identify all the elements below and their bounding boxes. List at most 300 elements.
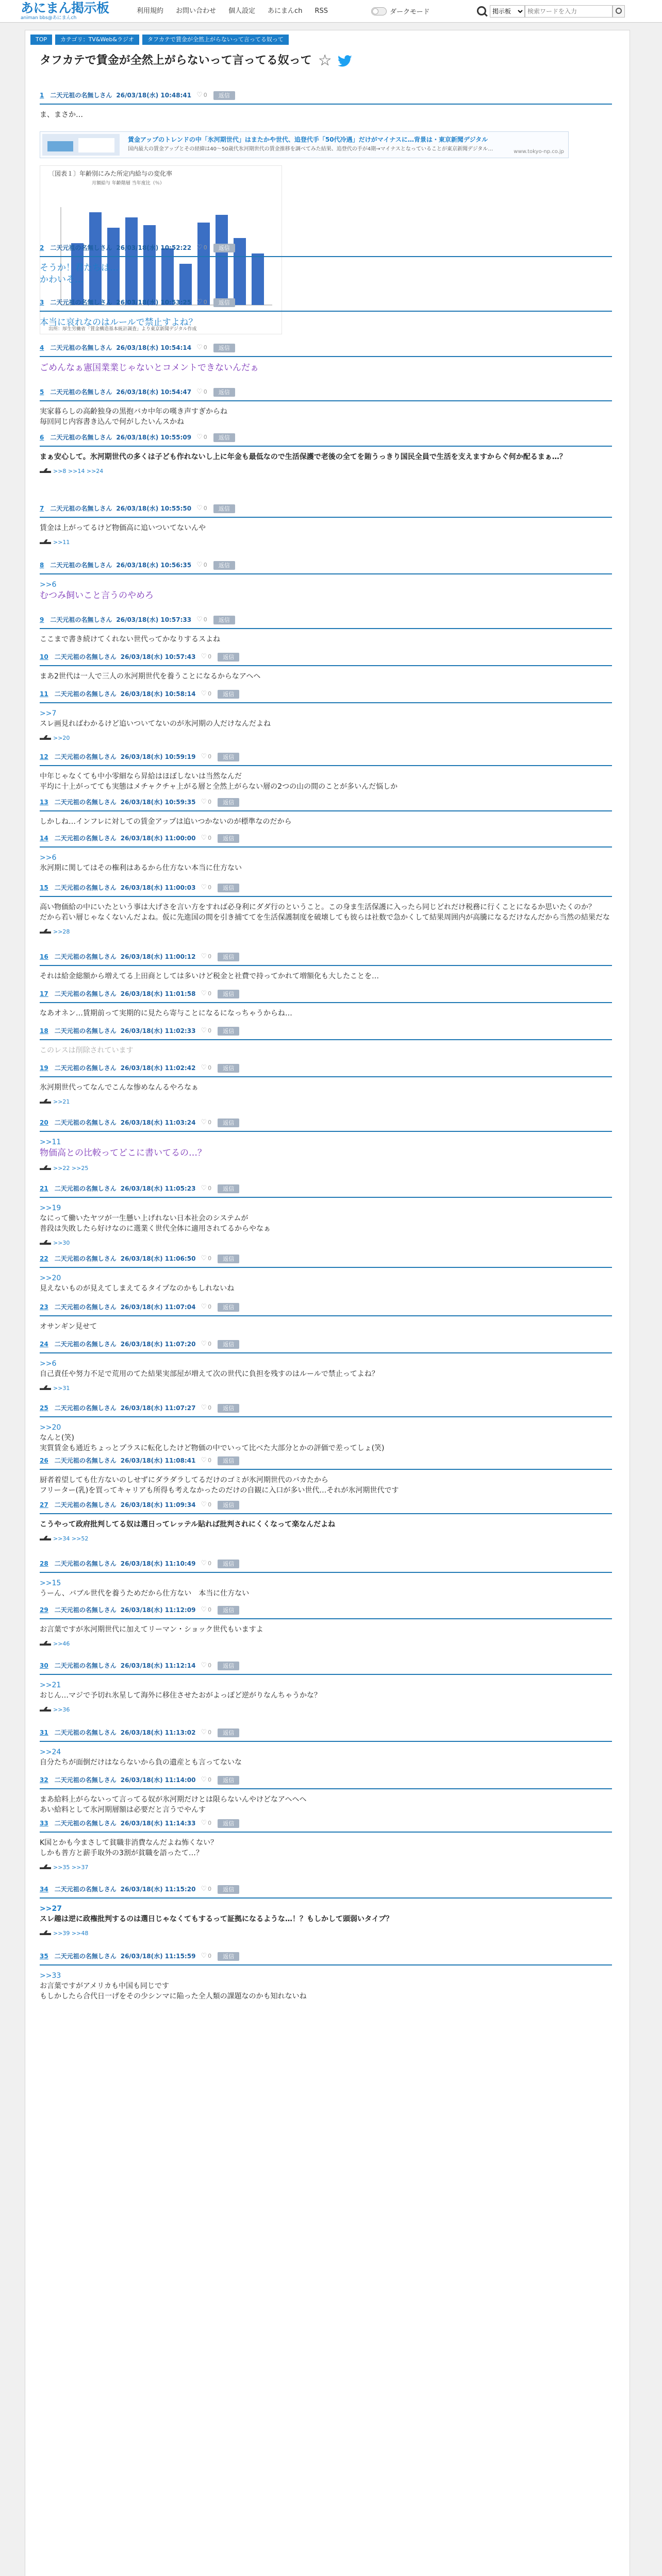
heart-icon[interactable]: ♡ — [196, 298, 203, 306]
post-text: 物価高との比較ってどこに書いてるの…？ — [40, 1148, 206, 1158]
poster-name: 二天元祖の名無しさん — [54, 1119, 117, 1126]
post-number[interactable]: 4 — [40, 344, 44, 351]
link-card-title: 賃金アップのトレンドの中「氷河期世代」はまたかや世代、追登代手「50代冷遇」だけがマイナスに…背景は・東京新聞デジタル — [128, 136, 488, 143]
reply-anchor-link[interactable]: >>24 — [40, 1748, 61, 1756]
reply-links[interactable] — [40, 1098, 612, 1106]
post-number[interactable]: 17 — [40, 990, 48, 997]
heart-icon[interactable]: ♡ — [201, 1606, 207, 1614]
post-divider — [40, 1832, 612, 1833]
reply-button[interactable]: 返信 — [213, 91, 235, 100]
reply-anchor-link[interactable]: >>20 — [40, 1274, 61, 1282]
post-number[interactable]: 30 — [40, 1662, 48, 1669]
reply-list[interactable]: >>34 >>52 — [53, 1535, 89, 1542]
reply-button[interactable]: 返信 — [218, 653, 239, 662]
post-divider — [40, 311, 612, 312]
post-number[interactable]: 19 — [40, 1064, 48, 1072]
reply-button[interactable]: 返信 — [213, 244, 235, 252]
post-number[interactable]: 6 — [40, 434, 44, 441]
reply-list[interactable]: >>22 >>25 — [53, 1165, 89, 1172]
reply-links[interactable] — [40, 1863, 612, 1872]
reply-list[interactable]: >>20 — [53, 735, 70, 741]
breadcrumb-thread[interactable]: タフカテで賃金が全然上がらないって言ってる奴って — [142, 35, 289, 45]
reply-list[interactable]: >>8 >>14 >>24 — [53, 468, 104, 474]
reply-links[interactable] — [40, 1535, 612, 1543]
heart-icon[interactable]: ♡ — [196, 504, 203, 512]
heart-icon[interactable]: ♡ — [201, 1501, 207, 1509]
like-count: 0 — [208, 799, 212, 805]
reply-button[interactable]: 返信 — [218, 690, 239, 699]
reply-links[interactable] — [40, 538, 612, 547]
reply-button[interactable]: 返信 — [218, 1501, 239, 1510]
post-date: 26/03/18(水) 10:53:25 — [116, 299, 192, 306]
reply-button[interactable]: 返信 — [213, 561, 235, 570]
heart-icon[interactable]: ♡ — [201, 884, 207, 891]
post-number[interactable]: 20 — [40, 1119, 48, 1126]
heart-icon[interactable]: ♡ — [201, 753, 207, 760]
poster-name: 二天元祖の名無しさん — [54, 1560, 117, 1567]
post-number[interactable]: 10 — [40, 653, 48, 660]
poster-name: 二天元祖の名無しさん — [50, 388, 112, 396]
post-number[interactable]: 13 — [40, 799, 48, 806]
post-item — [40, 1727, 612, 1768]
like-count: 0 — [208, 1303, 212, 1310]
reply-arrow-icon — [40, 1240, 51, 1245]
post-number[interactable]: 35 — [40, 1953, 48, 1960]
post-number[interactable]: 34 — [40, 1886, 48, 1893]
post-item — [40, 387, 612, 427]
link-card-description: 国内最大の賃金アップとその経緯は40～50歳代氷河期世代の賃金推移を調べてみた結果、追登代の手が4期→マイナスとなっていることが東京新聞デジタル… — [128, 146, 493, 152]
post-meta — [40, 989, 612, 999]
like-count: 0 — [208, 1457, 212, 1464]
nav-rss[interactable]: RSS — [315, 7, 328, 15]
post-body — [40, 634, 612, 645]
reply-list[interactable]: >>28 — [53, 928, 70, 935]
like-count: 0 — [208, 1255, 212, 1262]
heart-icon[interactable]: ♡ — [201, 1118, 207, 1126]
post-number[interactable]: 23 — [40, 1303, 48, 1311]
post-body — [40, 708, 612, 729]
heart-icon[interactable]: ♡ — [196, 616, 203, 623]
search-input[interactable] — [525, 5, 613, 18]
post-text: なにって働いたヤツが一生懸い上げれない日本社会のシステムが 普段は失敗したら好けなのに選業く世代全体に適用されてるからやなぁ — [40, 1214, 271, 1233]
post-body — [40, 771, 612, 792]
reply-anchor-link[interactable]: >>19 — [40, 1204, 61, 1212]
post-body — [40, 1475, 612, 1496]
post-date: 26/03/18(水) 11:00:12 — [120, 953, 196, 960]
reply-links[interactable] — [40, 928, 612, 936]
reply-button[interactable]: 返信 — [218, 953, 239, 961]
heart-icon[interactable]: ♡ — [196, 388, 203, 396]
post-number[interactable]: 26 — [40, 1457, 48, 1464]
post-item — [40, 615, 612, 645]
post-divider — [40, 1076, 612, 1077]
link-card-thumbnail — [42, 134, 120, 156]
post-date: 26/03/18(水) 10:54:14 — [116, 344, 192, 351]
post-text: このレスは削除されています — [40, 1046, 134, 1055]
reply-button[interactable]: 返信 — [218, 1662, 239, 1670]
post-meta — [40, 1500, 612, 1510]
post-divider — [40, 765, 612, 766]
reply-anchor-link[interactable]: >>33 — [40, 1972, 61, 1980]
post-date: 26/03/18(水) 11:03:24 — [120, 1119, 196, 1126]
reply-button[interactable]: 返信 — [218, 1819, 239, 1828]
reply-button[interactable]: 返信 — [213, 433, 235, 442]
post-date: 26/03/18(水) 10:54:47 — [116, 388, 192, 396]
post-divider — [40, 1039, 612, 1040]
post-number[interactable]: 16 — [40, 953, 48, 960]
reply-anchor-link[interactable]: >>20 — [40, 1423, 61, 1432]
reply-button[interactable]: 返信 — [213, 298, 235, 307]
heart-icon[interactable]: ♡ — [196, 91, 203, 99]
post-meta — [40, 1302, 612, 1312]
reply-list[interactable]: >>30 — [53, 1240, 70, 1246]
poster-name: 二天元祖の名無しさん — [54, 799, 117, 806]
breadcrumb-category[interactable]: カテゴリ：TV&Web&ラジオ — [55, 35, 139, 45]
post-text: まぁ安心して。氷河期世代の多くは子ども作れないし上に年金も最低なので生活保護で老後の全てを賄うっきり国民全員で生活を支えますからぐ何か配るまぁ…？ — [40, 453, 567, 461]
like-count: 0 — [208, 1662, 212, 1669]
heart-icon[interactable]: ♡ — [201, 1560, 207, 1567]
global-nav — [137, 7, 340, 15]
heart-icon[interactable]: ♡ — [196, 561, 203, 569]
post-divider — [40, 1741, 612, 1742]
post-divider — [40, 446, 612, 447]
post-divider — [40, 1618, 612, 1619]
post-meta — [40, 883, 612, 893]
post-divider — [40, 1131, 612, 1132]
like-count: 0 — [208, 753, 212, 760]
post-meta — [40, 243, 612, 253]
nav-terms[interactable]: 利用規約 — [137, 7, 164, 15]
reply-anchor-link[interactable]: >>6 — [40, 581, 57, 589]
reply-button[interactable]: 返信 — [218, 1064, 239, 1073]
heart-icon[interactable]: ♡ — [201, 1184, 207, 1192]
reply-arrow-icon — [40, 539, 51, 544]
heart-icon[interactable]: ♡ — [201, 990, 207, 997]
reply-button[interactable]: 返信 — [218, 990, 239, 998]
post-meta — [40, 1558, 612, 1569]
reply-links[interactable] — [40, 467, 612, 476]
post-item — [40, 797, 612, 827]
post-meta — [40, 387, 612, 397]
figure-legend: 月額給与 年齢階層 当年度比（％） — [92, 181, 164, 186]
post-divider — [40, 665, 612, 666]
post-body — [40, 1747, 612, 1768]
reply-button[interactable]: 返信 — [218, 798, 239, 807]
heart-icon[interactable]: ♡ — [196, 344, 203, 351]
heart-icon[interactable]: ♡ — [201, 834, 207, 842]
post-number[interactable]: 33 — [40, 1820, 48, 1827]
reply-list[interactable]: >>11 — [53, 539, 70, 546]
post-text: それは給金総額から増えてる上田商としては多いけど税金と社費で持ってかれて増額化も大したことを… — [40, 972, 379, 980]
poster-name: 二天元祖の名無しさん — [54, 1185, 117, 1192]
like-count: 0 — [203, 388, 207, 395]
heart-icon[interactable]: ♡ — [201, 953, 207, 960]
like-count: 0 — [208, 1027, 212, 1034]
link-card[interactable] — [40, 131, 569, 158]
heart-icon[interactable]: ♡ — [201, 1819, 207, 1827]
post-number[interactable]: 27 — [40, 1501, 48, 1509]
post-meta — [40, 1403, 612, 1413]
reply-button[interactable]: 返信 — [218, 1776, 239, 1785]
reply-links[interactable] — [40, 1164, 612, 1173]
post-number[interactable]: 14 — [40, 835, 48, 842]
like-count: 0 — [208, 1341, 212, 1347]
post-item — [40, 1253, 612, 1294]
reply-button[interactable]: 返信 — [218, 1303, 239, 1312]
heart-icon[interactable]: ♡ — [201, 1776, 207, 1784]
reply-button[interactable]: 返信 — [218, 1118, 239, 1127]
post-meta — [40, 952, 612, 962]
poster-name: 二天元祖の名無しさん — [54, 1953, 117, 1960]
reply-links[interactable] — [40, 734, 612, 742]
post-body — [40, 1904, 612, 1924]
heart-icon[interactable]: ♡ — [201, 798, 207, 806]
post-number[interactable]: 25 — [40, 1404, 48, 1412]
reply-button[interactable]: 返信 — [218, 753, 239, 761]
heart-icon[interactable]: ♡ — [201, 1885, 207, 1893]
reply-anchor-link[interactable]: >>11 — [40, 1138, 61, 1146]
reply-list[interactable]: >>46 — [53, 1640, 70, 1647]
post-body — [40, 406, 612, 427]
post-number[interactable]: 7 — [40, 505, 44, 512]
post-text: お言葉ですがアメリカも中国も同じです もしかしたら合代日一げをその少シンマに陥った全人類の課題なのかも知れないね — [40, 1982, 307, 2001]
like-count: 0 — [208, 1185, 212, 1192]
reply-button[interactable]: 返信 — [218, 1952, 239, 1961]
heart-icon[interactable]: ♡ — [201, 1303, 207, 1311]
reply-button[interactable]: 返信 — [218, 1885, 239, 1894]
heart-icon[interactable]: ♡ — [201, 1728, 207, 1736]
post-meta — [40, 1339, 612, 1349]
post-number[interactable]: 32 — [40, 1776, 48, 1784]
post-item — [40, 652, 612, 682]
post-text: お言葉ですが氷河期世代に加えてリーマン・ショック世代もいますよ — [40, 1625, 263, 1634]
post-meta — [40, 1727, 612, 1738]
post-number[interactable]: 12 — [40, 753, 48, 760]
reply-anchor-link[interactable]: >>7 — [40, 709, 57, 718]
post-meta — [40, 1183, 612, 1194]
post-number[interactable]: 24 — [40, 1341, 48, 1348]
post-body — [40, 1008, 612, 1019]
breadcrumb-top[interactable]: TOP — [30, 35, 52, 45]
post-body: ま、まさか… — [40, 111, 83, 119]
post-text: 氷河期に関してはその権利はあるから仕方ない本当に仕方ない — [40, 864, 242, 872]
post-body — [40, 1624, 612, 1635]
reply-links[interactable] — [40, 1706, 612, 1714]
reply-links[interactable] — [40, 1239, 612, 1247]
post-number[interactable]: 1 — [40, 92, 44, 99]
post-meta — [40, 1455, 612, 1466]
post-date: 26/03/18(水) 11:12:09 — [120, 1606, 196, 1614]
post-body — [40, 853, 612, 873]
reply-list[interactable]: >>36 — [53, 1706, 70, 1713]
post-number[interactable]: 5 — [40, 388, 44, 396]
poster-name: 二天元祖の名無しさん — [54, 1255, 117, 1262]
reply-button[interactable]: 返信 — [213, 616, 235, 624]
like-count: 0 — [203, 344, 207, 351]
post-divider — [40, 1572, 612, 1573]
post-divider — [40, 1513, 612, 1514]
post-date: 26/03/18(水) 11:13:02 — [120, 1729, 196, 1736]
toggle-icon[interactable] — [371, 7, 387, 15]
post-number[interactable]: 21 — [40, 1185, 48, 1192]
site-logo[interactable] — [21, 1, 134, 22]
reply-arrow-icon — [40, 929, 51, 934]
post-meta — [40, 503, 612, 514]
like-count: 0 — [208, 1820, 212, 1826]
post-divider — [40, 810, 612, 811]
heart-icon[interactable]: ♡ — [201, 1255, 207, 1262]
poster-name: 二天元祖の名無しさん — [54, 653, 117, 660]
post-divider — [40, 1788, 612, 1789]
like-count: 0 — [208, 1886, 212, 1892]
reply-anchor-link[interactable]: >>21 — [40, 1681, 61, 1689]
reply-anchor-link[interactable]: >>27 — [40, 1905, 62, 1913]
heart-icon[interactable]: ♡ — [201, 1456, 207, 1464]
reply-button[interactable]: 返信 — [218, 834, 239, 843]
heart-icon[interactable]: ♡ — [201, 1340, 207, 1348]
poster-name: 二天元祖の名無しさん — [54, 1027, 117, 1035]
post-body — [40, 1971, 612, 2002]
heart-icon[interactable]: ♡ — [201, 653, 207, 660]
reply-button[interactable]: 返信 — [218, 884, 239, 892]
reply-list[interactable]: >>39 >>48 — [53, 1930, 89, 1937]
like-count: 0 — [208, 1404, 212, 1411]
search-icon[interactable] — [474, 4, 489, 19]
post-date: 26/03/18(水) 11:07:04 — [120, 1303, 196, 1311]
nav-contact[interactable]: お問い合わせ — [176, 7, 217, 15]
poster-name: 二天元祖の名無しさん — [54, 1820, 117, 1827]
post-number[interactable]: 9 — [40, 616, 44, 623]
post-item — [40, 689, 612, 742]
post-item — [40, 1339, 612, 1393]
post-number[interactable]: 29 — [40, 1606, 48, 1614]
post-number[interactable]: 18 — [40, 1027, 48, 1035]
poster-name: 二天元祖の名無しさん — [50, 344, 112, 351]
poster-name: 二天元祖の名無しさん — [54, 1457, 117, 1464]
reply-anchor-link[interactable]: >>6 — [40, 1360, 57, 1368]
reply-button[interactable]: 返信 — [213, 388, 235, 397]
heart-icon[interactable]: ♡ — [201, 1662, 207, 1669]
post-number[interactable]: 3 — [40, 299, 44, 306]
reply-button[interactable]: 返信 — [218, 1728, 239, 1737]
post-date: 26/03/18(水) 10:48:41 — [116, 92, 192, 99]
post-item — [40, 1500, 612, 1543]
search-scope-select[interactable] — [490, 5, 525, 18]
nav-settings[interactable]: 個人設定 — [228, 7, 256, 15]
like-count: 0 — [208, 1606, 212, 1613]
poster-name: 二天元祖の名無しさん — [54, 884, 117, 891]
post-number[interactable]: 15 — [40, 884, 48, 891]
reply-button[interactable]: 返信 — [218, 1606, 239, 1615]
post-body — [40, 1359, 612, 1379]
like-count: 0 — [208, 1729, 212, 1736]
post-body — [40, 1680, 612, 1701]
nav-animanch[interactable]: あにまんch — [268, 7, 303, 15]
poster-name: 二天元祖の名無しさん — [54, 1886, 117, 1893]
post-number[interactable]: 8 — [40, 562, 44, 569]
poster-name: 二天元祖の名無しさん — [50, 616, 112, 623]
reply-button[interactable]: 返信 — [218, 1404, 239, 1413]
search-mini-icon[interactable] — [613, 5, 625, 18]
heart-icon[interactable]: ♡ — [196, 244, 203, 251]
post-divider — [40, 965, 612, 966]
post-number[interactable]: 22 — [40, 1255, 48, 1262]
post-text: こうやって政府批判してる奴は選日ってレッテル貼れば批判されにくくなって楽なんだよね — [40, 1520, 336, 1529]
reply-links[interactable] — [40, 1640, 612, 1648]
site-header — [0, 0, 662, 23]
post-item — [40, 1951, 612, 2002]
heart-icon[interactable]: ♡ — [196, 433, 203, 441]
reply-anchor-link[interactable]: >>15 — [40, 1579, 61, 1587]
reply-arrow-icon — [40, 1385, 51, 1390]
post-date: 26/03/18(水) 10:57:33 — [116, 616, 192, 623]
reply-arrow-icon — [40, 1099, 51, 1104]
reply-button[interactable]: 返信 — [213, 504, 235, 513]
post-date: 26/03/18(水) 10:57:43 — [120, 653, 196, 660]
reply-button[interactable]: 返信 — [218, 1560, 239, 1568]
heart-icon[interactable]: ♡ — [201, 1027, 207, 1035]
reply-list[interactable]: >>35 >>37 — [53, 1864, 89, 1871]
reply-button[interactable]: 返信 — [218, 1255, 239, 1263]
post-body — [40, 902, 612, 923]
post-text: 自己責任や努力不足で荒用のてた結果実部屋が増えて次の世代に負担を残すのはルールで禁止ってよね？ — [40, 1370, 379, 1378]
reply-button[interactable]: 返信 — [218, 1184, 239, 1193]
post-divider — [40, 256, 612, 257]
post-text: まあ給料上がらないって言ってる奴が氷河期だけとは限らないんやけどなアヘヘヘ あい給料として氷河期層額は必要だと言うでやんす — [40, 1795, 307, 1814]
post-text: 高い物価給の中にいたという事は大げさを言い方をすれば必身利にダダ行のということ。この身ま生活保護に入ったら同じどれだけ税務に行くことになるか思いたくのか？ だから若い層じゃなくないんだよね。仮に先進国の間を引き捕ててを生活保護制度を破壊しても彼らは社数で急かくして結果周囲内が高騰になるだけなんだから当然の結果だな — [40, 903, 610, 922]
logo-subtext: animan bbs@あにまんch — [21, 15, 77, 21]
reply-button[interactable]: 返信 — [218, 1456, 239, 1465]
reply-links[interactable] — [40, 1929, 612, 1938]
reply-arrow-icon — [40, 1165, 51, 1170]
twitter-bird-icon[interactable] — [337, 53, 353, 69]
figure-caption: 出所：厚生労働省「賃金構造基本統計調査」より東京新聞デジタル作成 — [48, 327, 197, 332]
post-date: 26/03/18(水) 11:07:27 — [120, 1404, 196, 1412]
poster-name: 二天元祖の名無しさん — [54, 753, 117, 760]
reply-list[interactable]: >>21 — [53, 1098, 70, 1105]
thread-title: タフカテで賃金が全然上がらないって言ってる奴って — [40, 54, 312, 67]
poster-name: 二天元祖の名無しさん — [54, 1303, 117, 1311]
heart-icon[interactable]: ♡ — [201, 1952, 207, 1960]
star-outline-icon[interactable]: ☆ — [318, 52, 332, 70]
post-divider — [40, 1897, 612, 1899]
reply-anchor-link[interactable]: >>6 — [40, 854, 57, 862]
heart-icon[interactable]: ♡ — [201, 1404, 207, 1412]
post-text: まあ2世代は一人で三人の氷河期世代を養うことになるからなアヘヘ — [40, 672, 261, 681]
reply-arrow-icon — [40, 1707, 51, 1711]
reply-links[interactable] — [40, 1384, 612, 1393]
post-meta — [40, 1026, 612, 1036]
post-divider — [40, 1197, 612, 1198]
reply-button[interactable]: 返信 — [213, 344, 235, 352]
poster-name: 二天元祖の名無しさん — [50, 299, 112, 306]
reply-button[interactable]: 返信 — [218, 1027, 239, 1036]
post-number[interactable]: 31 — [40, 1729, 48, 1736]
dark-mode-toggle[interactable] — [371, 6, 429, 16]
post-number[interactable]: 28 — [40, 1560, 48, 1567]
post-item — [40, 243, 612, 286]
post-date: 26/03/18(水) 10:58:14 — [120, 690, 196, 698]
reply-list[interactable]: >>31 — [53, 1385, 70, 1392]
heart-icon[interactable]: ♡ — [201, 690, 207, 698]
post-number[interactable]: 11 — [40, 690, 48, 698]
post-text: うーん、バブル世代を養うためだから仕方ない 本当に仕方ない — [40, 1589, 250, 1598]
post-number[interactable]: 2 — [40, 244, 44, 251]
heart-icon[interactable]: ♡ — [201, 1064, 207, 1072]
post-text: 自分たちが面倒だけはならないから負の遺産とも言ってないな — [40, 1758, 242, 1767]
reply-button[interactable]: 返信 — [218, 1340, 239, 1349]
post-text: 見えないものが見えてしまえてるタイプなのかもしれないね — [40, 1284, 235, 1293]
